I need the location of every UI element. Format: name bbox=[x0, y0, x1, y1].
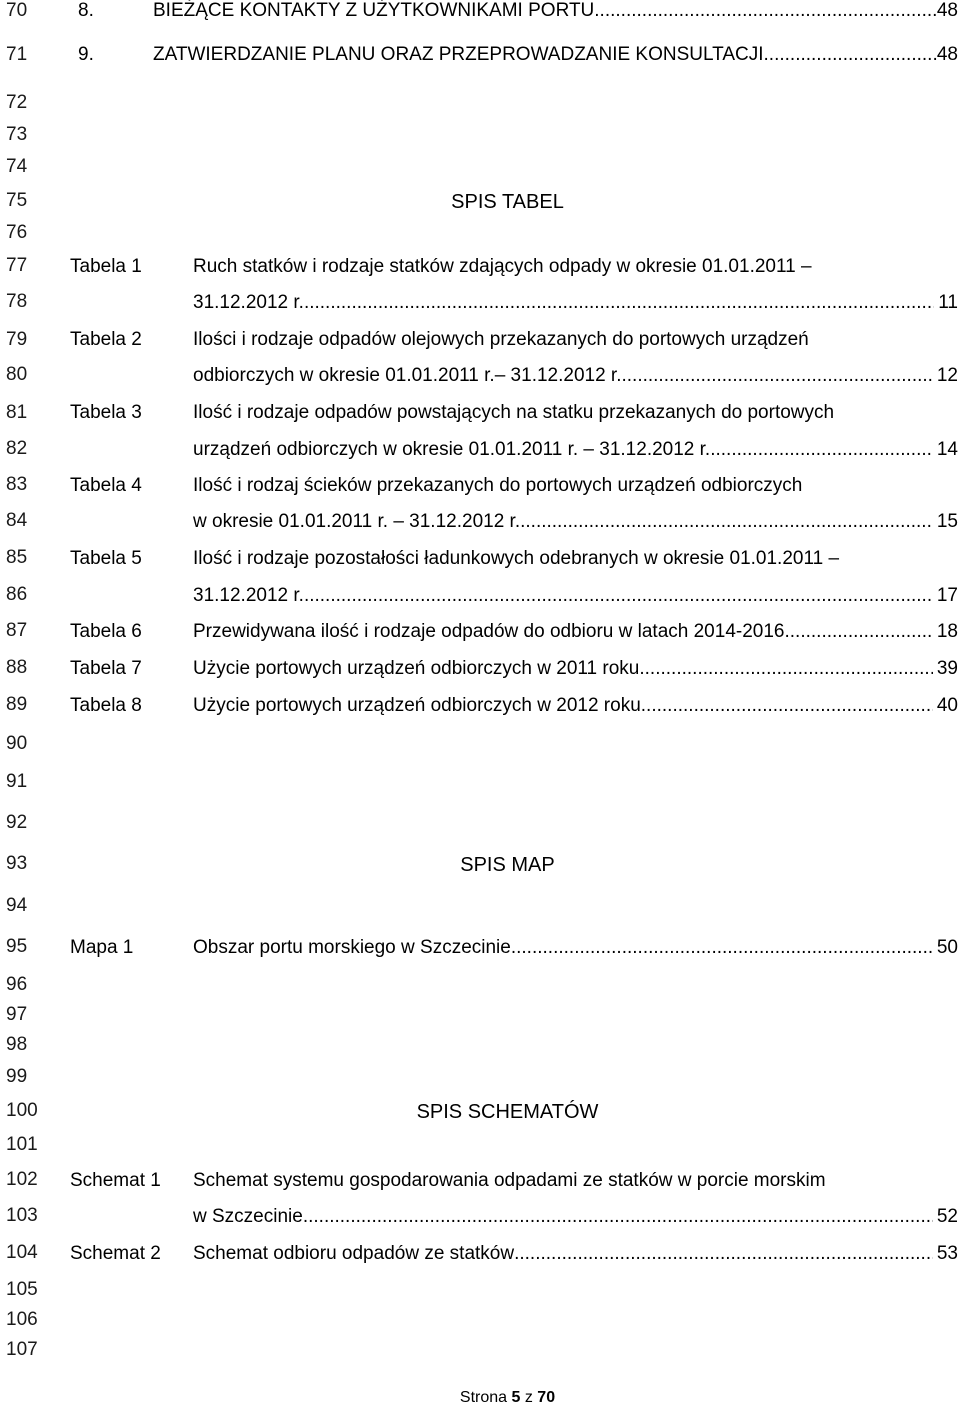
dot-leader bbox=[641, 692, 933, 720]
line-number: 103 bbox=[6, 1205, 38, 1226]
entry-label: Tabela 1 bbox=[70, 256, 142, 277]
line-number: 89 bbox=[6, 694, 28, 715]
entry-title: w Szczecinie bbox=[193, 1206, 303, 1227]
entry-title: Schemat systemu gospodarowania odpadami ze statków w porcie morskim bbox=[193, 1170, 826, 1191]
entry-label: Tabela 5 bbox=[70, 548, 142, 569]
entry-title: urządzeń odbiorczych w okresie 01.01.2011 r. – 31.12.2012 r. bbox=[193, 439, 711, 460]
dot-leader bbox=[621, 362, 932, 390]
entry-label: Tabela 4 bbox=[70, 475, 142, 496]
entry-page: 14 bbox=[936, 439, 958, 460]
line-number: 82 bbox=[6, 438, 28, 459]
entry-label: Tabela 2 bbox=[70, 329, 142, 350]
current-page: 5 bbox=[511, 1389, 521, 1406]
line-number: 107 bbox=[6, 1339, 38, 1360]
line-number: 80 bbox=[6, 364, 28, 385]
line-number: 87 bbox=[6, 620, 28, 641]
entry-title: Ilość i rodzaj ścieków przekazanych do portowych urządzeń odbiorczych bbox=[193, 475, 803, 496]
table-entry-7[interactable] bbox=[70, 655, 958, 683]
line-number: 97 bbox=[6, 1004, 28, 1025]
entry-title: Obszar portu morskiego w Szczecinie bbox=[193, 937, 511, 958]
entry-page: 17 bbox=[936, 585, 958, 606]
entry-label: Tabela 3 bbox=[70, 402, 142, 423]
maps-heading: SPIS MAP bbox=[460, 854, 555, 876]
line-number: 81 bbox=[6, 402, 28, 423]
entry-page: 50 bbox=[936, 937, 958, 958]
entry-page: 18 bbox=[936, 621, 958, 642]
entry-page: 52 bbox=[936, 1206, 958, 1227]
dot-leader bbox=[514, 1240, 933, 1268]
entry-page: 11 bbox=[938, 292, 958, 313]
toc-number: 8. bbox=[78, 0, 94, 21]
line-number: 105 bbox=[6, 1279, 38, 1300]
toc-entry-9[interactable] bbox=[70, 41, 958, 69]
entry-title: w okresie 01.01.2011 r. – 31.12.2012 r. bbox=[193, 511, 521, 532]
map-entry-1[interactable] bbox=[70, 934, 958, 962]
dot-leader bbox=[710, 436, 933, 464]
table-entry-4-cont[interactable] bbox=[70, 508, 958, 536]
footer-middle: z bbox=[520, 1389, 538, 1406]
line-number: 99 bbox=[6, 1066, 28, 1087]
toc-title: BIEŻĄCE KONTAKTY Z UŻYTKOWNIKAMI PORTU bbox=[153, 0, 595, 21]
table-entry-5-cont[interactable] bbox=[70, 582, 958, 610]
scheme-entry-2[interactable] bbox=[70, 1240, 958, 1268]
toc-title: ZATWIERDZANIE PLANU ORAZ PRZEPROWADZANIE KONSULTACJI bbox=[153, 44, 764, 65]
entry-title: Ilość i rodzaje pozostałości ładunkowych odebranych w okresie 01.01.2011 – bbox=[193, 548, 840, 569]
page-footer bbox=[0, 1386, 960, 1410]
table-entry-1-cont[interactable] bbox=[70, 289, 958, 317]
entry-label: Schemat 2 bbox=[70, 1243, 161, 1264]
line-number: 79 bbox=[6, 329, 28, 350]
entry-title: odbiorczych w okresie 01.01.2011 r.– 31.12.2012 r. bbox=[193, 365, 622, 386]
line-number: 95 bbox=[6, 936, 28, 957]
scheme-entry-1-cont[interactable] bbox=[70, 1203, 958, 1231]
dot-leader bbox=[303, 1203, 933, 1231]
line-number: 104 bbox=[6, 1242, 38, 1263]
line-number: 74 bbox=[6, 156, 28, 177]
schemes-heading: SPIS SCHEMATÓW bbox=[416, 1101, 599, 1123]
table-entry-2-cont[interactable] bbox=[70, 362, 958, 390]
entry-label: Tabela 7 bbox=[70, 658, 142, 679]
entry-title: 31.12.2012 r. bbox=[193, 585, 304, 606]
table-entry-4[interactable] bbox=[70, 472, 958, 500]
entry-page: 12 bbox=[936, 365, 958, 386]
entry-page: 15 bbox=[936, 511, 958, 532]
toc-entry-8[interactable] bbox=[70, 0, 958, 25]
entry-page: 40 bbox=[936, 695, 958, 716]
table-entry-5[interactable] bbox=[70, 545, 958, 573]
scheme-entry-1[interactable] bbox=[70, 1167, 958, 1195]
line-number: 71 bbox=[6, 44, 28, 65]
dot-leader bbox=[304, 582, 933, 610]
entry-title: 31.12.2012 r. bbox=[193, 292, 304, 313]
entry-label: Tabela 6 bbox=[70, 621, 142, 642]
line-number: 101 bbox=[6, 1134, 38, 1155]
line-number: 91 bbox=[6, 771, 28, 792]
entry-page: 53 bbox=[936, 1243, 958, 1264]
entry-label: Tabela 8 bbox=[70, 695, 142, 716]
line-number: 102 bbox=[6, 1169, 38, 1190]
line-number: 100 bbox=[6, 1100, 38, 1121]
line-number: 77 bbox=[6, 255, 28, 276]
line-number: 88 bbox=[6, 657, 28, 678]
entry-title: Schemat odbioru odpadów ze statków bbox=[193, 1243, 515, 1264]
line-number: 78 bbox=[6, 291, 28, 312]
line-number: 106 bbox=[6, 1309, 38, 1330]
entry-page: 39 bbox=[936, 658, 958, 679]
entry-title: Przewidywana ilość i rodzaje odpadów do odbioru w latach 2014-2016. bbox=[193, 621, 790, 642]
line-number: 83 bbox=[6, 474, 28, 495]
table-entry-6[interactable] bbox=[70, 618, 958, 646]
dot-leader bbox=[639, 655, 932, 683]
table-entry-2[interactable] bbox=[70, 326, 958, 354]
line-number: 92 bbox=[6, 812, 28, 833]
dot-leader bbox=[511, 934, 933, 962]
line-number: 70 bbox=[6, 0, 28, 21]
dot-leader bbox=[764, 41, 937, 69]
line-number: 98 bbox=[6, 1034, 28, 1055]
line-number: 94 bbox=[6, 895, 28, 916]
toc-number: 9. bbox=[78, 44, 94, 65]
dot-leader bbox=[594, 0, 937, 25]
line-number: 73 bbox=[6, 124, 28, 145]
line-number: 85 bbox=[6, 547, 28, 568]
line-number: 96 bbox=[6, 974, 28, 995]
entry-title: Ilości i rodzaje odpadów olejowych przekazanych do portowych urządzeń bbox=[193, 329, 809, 350]
entry-title: Ilość i rodzaje odpadów powstających na statku przekazanych do portowych bbox=[193, 402, 835, 423]
tables-heading: SPIS TABEL bbox=[451, 191, 564, 213]
line-number: 75 bbox=[6, 190, 28, 211]
table-entry-3-cont[interactable] bbox=[70, 436, 958, 464]
toc-page: 48 bbox=[936, 44, 958, 65]
table-entry-8[interactable] bbox=[70, 692, 958, 720]
entry-title: Użycie portowych urządzeń odbiorczych w 2012 roku bbox=[193, 695, 641, 716]
line-number: 72 bbox=[6, 92, 28, 113]
footer-prefix: Strona bbox=[459, 1389, 512, 1406]
entry-title: Użycie portowych urządzeń odbiorczych w 2011 roku bbox=[193, 658, 640, 679]
line-number: 86 bbox=[6, 584, 28, 605]
toc-page: 48 bbox=[936, 0, 958, 21]
dot-leader bbox=[304, 289, 934, 317]
dot-leader bbox=[520, 508, 933, 536]
table-entry-1[interactable] bbox=[70, 253, 958, 281]
entry-label: Schemat 1 bbox=[70, 1170, 161, 1191]
table-entry-3[interactable] bbox=[70, 399, 958, 427]
dot-leader bbox=[790, 618, 933, 646]
total-pages: 70 bbox=[537, 1389, 556, 1406]
entry-title: Ruch statków i rodzaje statków zdających odpady w okresie 01.01.2011 – bbox=[193, 256, 812, 277]
line-number: 76 bbox=[6, 222, 28, 243]
line-number: 90 bbox=[6, 733, 28, 754]
line-number: 84 bbox=[6, 510, 28, 531]
line-number: 93 bbox=[6, 853, 28, 874]
entry-label: Mapa 1 bbox=[70, 937, 134, 958]
